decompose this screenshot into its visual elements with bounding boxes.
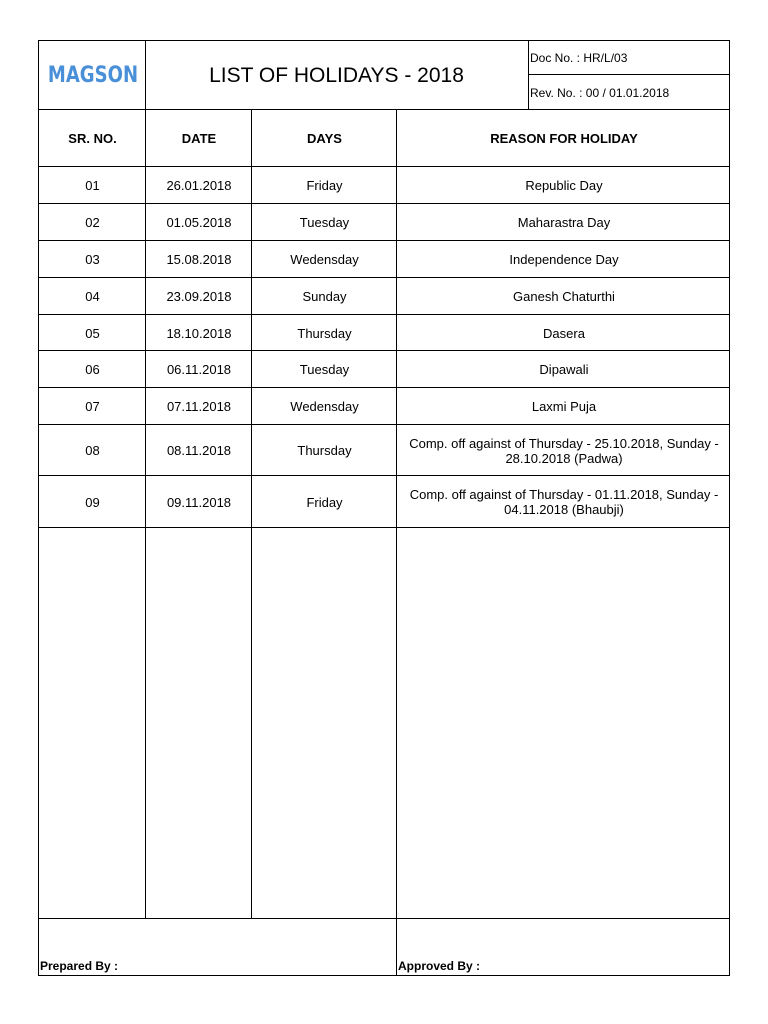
- grid-line: [39, 527, 729, 528]
- approved-by-label: Approved By :: [398, 959, 481, 973]
- column-header-reason: REASON FOR HOLIDAY: [490, 131, 638, 146]
- grid-line: [39, 424, 729, 425]
- prepared-by-label: Prepared By :: [40, 959, 119, 973]
- cell-date: 26.01.2018: [166, 178, 232, 193]
- cell-reason: Laxmi Puja: [531, 399, 597, 414]
- cell-sr: 03: [85, 252, 100, 267]
- page-title: LIST OF HOLIDAYS - 2018: [209, 63, 464, 87]
- cell-sr: 08: [85, 443, 100, 458]
- cell-reason: Ganesh Chaturthi: [513, 289, 615, 304]
- cell-date: 06.11.2018: [166, 362, 232, 377]
- grid-line: [528, 41, 529, 110]
- cell-reason: Dipawali: [539, 362, 589, 377]
- holiday-list-sheet: [38, 40, 730, 976]
- cell-days: Thursday: [297, 443, 352, 458]
- magson-logo: MAGSON: [47, 63, 138, 88]
- grid-line: [39, 314, 729, 315]
- grid-line: [39, 350, 729, 351]
- cell-days: Sunday: [302, 289, 347, 304]
- cell-date: 15.08.2018: [166, 252, 232, 267]
- grid-line: [39, 109, 729, 110]
- grid-line: [39, 918, 729, 919]
- cell-days: Thursday: [297, 325, 352, 341]
- grid-line: [528, 74, 729, 75]
- cell-days: Wedensday: [290, 399, 359, 414]
- cell-reason: Dasera: [543, 325, 585, 341]
- cell-date: 01.05.2018: [166, 215, 232, 230]
- grid-line: [145, 41, 146, 919]
- grid-line: [39, 277, 729, 278]
- cell-sr: 05: [85, 325, 100, 341]
- column-header-days: DAYS: [307, 131, 342, 146]
- cell-date: 23.09.2018: [166, 289, 232, 304]
- cell-days: Wedensday: [290, 252, 359, 267]
- grid-line: [251, 109, 252, 919]
- cell-date: 07.11.2018: [166, 399, 232, 414]
- cell-reason: Republic Day: [525, 178, 603, 193]
- cell-days: Tuesday: [299, 215, 350, 230]
- cell-date: 08.11.2018: [166, 443, 232, 458]
- cell-days: Friday: [306, 494, 343, 510]
- cell-sr: 02: [85, 215, 100, 230]
- grid-line: [39, 475, 729, 476]
- grid-line: [39, 166, 729, 167]
- cell-sr: 01: [85, 178, 100, 193]
- cell-sr: 04: [85, 289, 100, 304]
- grid-line: [39, 203, 729, 204]
- cell-date: 18.10.2018: [166, 325, 232, 341]
- revision-number: Rev. No. : 00 / 01.01.2018: [530, 85, 670, 100]
- cell-reason: Comp. off against of Thursday - 25.10.2018, Sunday - 28.10.2018 (Padwa): [409, 435, 719, 466]
- cell-sr: 06: [85, 362, 100, 377]
- cell-sr: 07: [85, 399, 100, 414]
- doc-number: Doc No. : HR/L/03: [530, 51, 628, 65]
- cell-date: 09.11.2018: [166, 494, 232, 510]
- grid-line: [39, 387, 729, 388]
- cell-reason: Maharastra Day: [517, 215, 611, 230]
- grid-line: [39, 240, 729, 241]
- column-header-date: DATE: [181, 131, 217, 146]
- cell-reason: Comp. off against of Thursday - 01.11.2018, Sunday - 04.11.2018 (Bhaubji): [409, 487, 719, 517]
- column-header-sr-no: SR. NO.: [68, 131, 117, 146]
- cell-days: Tuesday: [299, 362, 350, 377]
- cell-sr: 09: [85, 494, 100, 510]
- cell-reason: Independence Day: [509, 252, 619, 267]
- cell-days: Friday: [306, 178, 343, 193]
- logo-cell: [39, 41, 146, 110]
